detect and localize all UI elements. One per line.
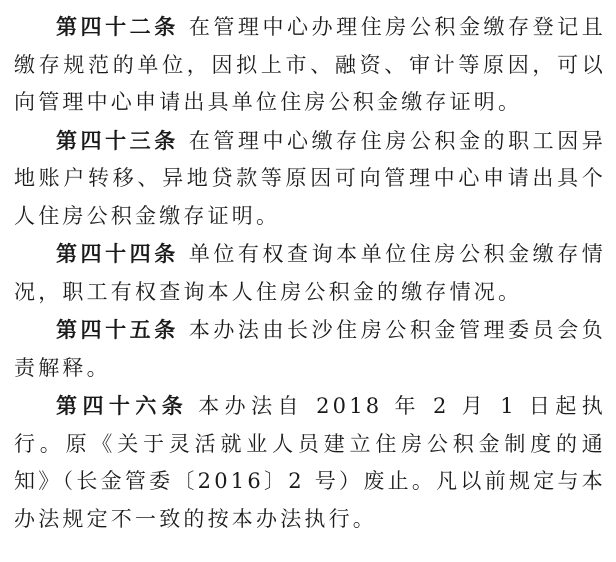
article-text: 本办法自 2018 年 2 月 1 日起执行。原《关于灵活就业人员建立住房公积金制度的通知》（长金管委〔2016〕2 号）废止。凡以前规定与本办法规定不一致的按本办法执行。: [14, 394, 607, 531]
article-45: [14, 311, 606, 387]
article-text: 在管理中心缴存住房公积金的职工因异地账户转移、异地贷款等原因可向管理中心申请出具个人住房公积金缴存证明。: [14, 128, 606, 228]
document-body: [14, 8, 606, 538]
article-label: 第四十二条: [56, 14, 179, 39]
article-46: [14, 387, 606, 538]
article-44: [14, 235, 606, 311]
article-label: 第四十五条: [56, 317, 179, 342]
article-label: 第四十六条: [56, 393, 189, 418]
article-42: [14, 8, 606, 122]
article-43: [14, 122, 606, 236]
article-text: 本办法由长沙住房公积金管理委员会负责解释。: [14, 318, 606, 380]
article-text: 单位有权查询本单位住房公积金缴存情况，职工有权查询本人住房公积金的缴存情况。: [14, 242, 606, 304]
article-text: 在管理中心办理住房公积金缴存登记且缴存规范的单位，因拟上市、融资、审计等原因，可以向管理中心申请出具单位住房公积金缴存证明。: [14, 15, 606, 114]
article-label: 第四十四条: [56, 241, 179, 266]
article-label: 第四十三条: [56, 127, 179, 153]
